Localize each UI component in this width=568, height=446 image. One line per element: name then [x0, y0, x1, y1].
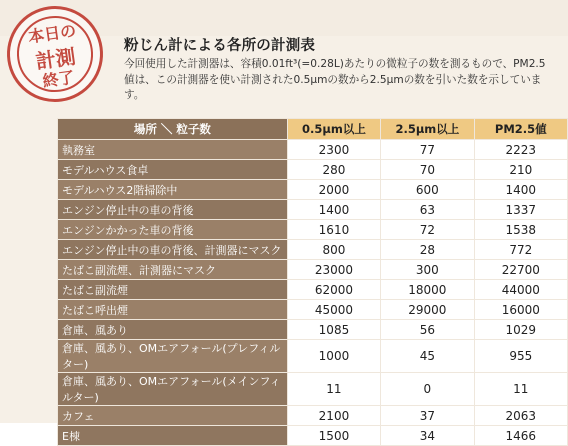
value-0-5um: 11: [287, 373, 380, 406]
row-location: たばこ呼出煙: [58, 300, 288, 320]
value-2-5um: 45: [381, 340, 474, 373]
value-2-5um: 29000: [381, 300, 474, 320]
value-2-5um: 63: [381, 200, 474, 220]
value-0-5um: 280: [287, 160, 380, 180]
description-text: 今回使用した計測器は、容積0.01ft³(=0.28L)あたりの微粒子の数を測るもので、PM2.5値は、この計測器を使い計測された0.5μmの数から2.5μmの数を引いた数を示しています。: [124, 58, 546, 101]
value-2-5um: 77: [381, 140, 474, 160]
row-location: 倉庫、風あり、OMエアフォール(メインフィルター): [58, 373, 288, 406]
row-location: エンジン停止中の車の背後、計測器にマスク: [58, 240, 288, 260]
row-location: エンジン停止中の車の背後: [58, 200, 288, 220]
table-row: [58, 160, 568, 180]
row-location: たばこ副流煙: [58, 280, 288, 300]
value-2-5um: 0: [381, 373, 474, 406]
value-2-5um: 37: [381, 406, 474, 426]
value-0-5um: 1500: [287, 426, 380, 446]
value-pm25: 44000: [474, 280, 567, 300]
value-pm25: 1400: [474, 180, 567, 200]
value-0-5um: 1085: [287, 320, 380, 340]
row-location: 執務室: [58, 140, 288, 160]
value-2-5um: 28: [381, 240, 474, 260]
table-row: [58, 340, 568, 373]
value-pm25: 1029: [474, 320, 567, 340]
value-pm25: 1337: [474, 200, 567, 220]
value-2-5um: 56: [381, 320, 474, 340]
row-location: たばこ副流煙、計測器にマスク: [58, 260, 288, 280]
row-location: エンジンかかった車の背後: [58, 220, 288, 240]
value-0-5um: 62000: [287, 280, 380, 300]
value-pm25: 2223: [474, 140, 567, 160]
table-row: [58, 280, 568, 300]
value-pm25: 210: [474, 160, 567, 180]
value-0-5um: 800: [287, 240, 380, 260]
value-2-5um: 18000: [381, 280, 474, 300]
table-row: [58, 373, 568, 406]
value-0-5um: 2100: [287, 406, 380, 426]
value-0-5um: 2000: [287, 180, 380, 200]
value-0-5um: 1610: [287, 220, 380, 240]
header-2-5um: 2.5μm以上: [381, 119, 474, 140]
table-row: [58, 220, 568, 240]
row-location: モデルハウス食卓: [58, 160, 288, 180]
value-2-5um: 72: [381, 220, 474, 240]
value-pm25: 11: [474, 373, 567, 406]
value-pm25: 772: [474, 240, 567, 260]
value-2-5um: 70: [381, 160, 474, 180]
row-location: 倉庫、風あり、OMエアフォール(プレフィルター): [58, 340, 288, 373]
stamp-line-3: 終了: [41, 67, 76, 91]
value-2-5um: 600: [381, 180, 474, 200]
value-pm25: 1538: [474, 220, 567, 240]
table-row: [58, 200, 568, 220]
table-row: [58, 240, 568, 260]
row-location: 倉庫、風あり: [58, 320, 288, 340]
measurement-table: [57, 118, 568, 446]
value-pm25: 2063: [474, 406, 567, 426]
row-location: モデルハウス2階掃除中: [58, 180, 288, 200]
stamp-line-1: 本日の: [27, 20, 78, 47]
table-row: [58, 260, 568, 280]
value-0-5um: 45000: [287, 300, 380, 320]
table-row: [58, 180, 568, 200]
value-pm25: 22700: [474, 260, 567, 280]
stamp-line-2: 計測: [34, 44, 78, 74]
value-0-5um: 1000: [287, 340, 380, 373]
row-location: E棟: [58, 426, 288, 446]
row-location: カフェ: [58, 406, 288, 426]
page-title: 粉じん計による各所の計測表: [124, 38, 316, 54]
value-pm25: 16000: [474, 300, 567, 320]
value-2-5um: 300: [381, 260, 474, 280]
value-0-5um: 1400: [287, 200, 380, 220]
table-header-row: [58, 119, 568, 140]
table-row: [58, 426, 568, 446]
value-0-5um: 2300: [287, 140, 380, 160]
table-row: [58, 300, 568, 320]
value-2-5um: 34: [381, 426, 474, 446]
table-row: [58, 140, 568, 160]
measurement-table-container: [57, 118, 568, 446]
header-0-5um: 0.5μm以上: [287, 119, 380, 140]
value-pm25: 955: [474, 340, 567, 373]
value-0-5um: 23000: [287, 260, 380, 280]
value-pm25: 1466: [474, 426, 567, 446]
header-place: 場所 ＼ 粒子数: [58, 119, 288, 140]
header-pm25: PM2.5値: [474, 119, 567, 140]
table-row: [58, 320, 568, 340]
